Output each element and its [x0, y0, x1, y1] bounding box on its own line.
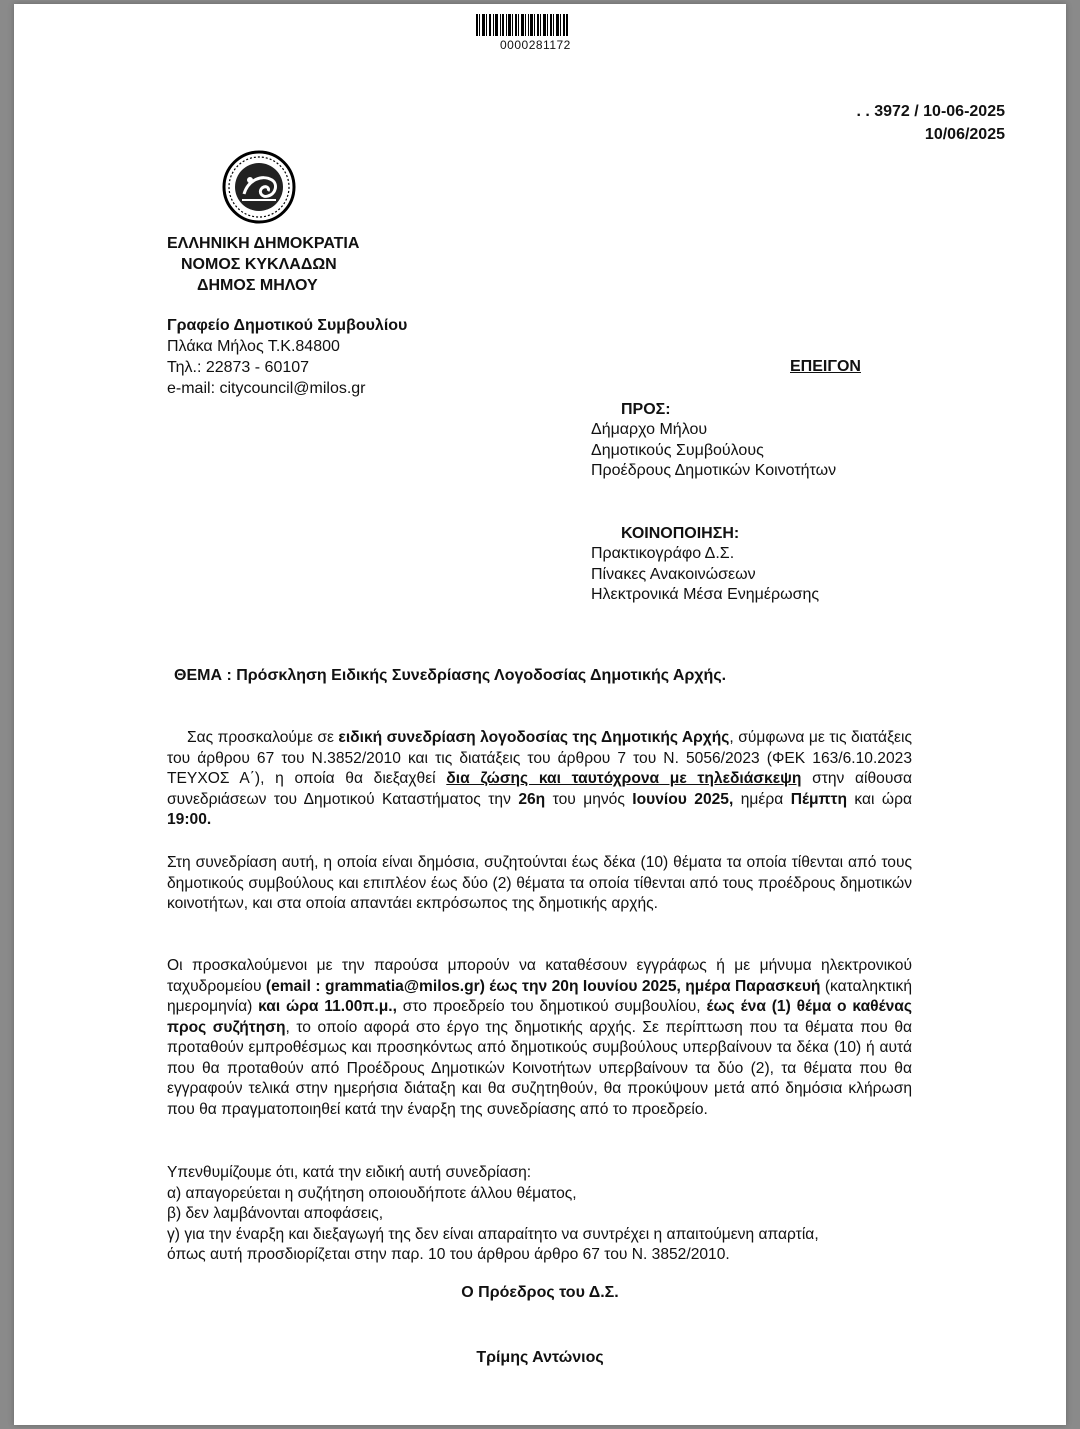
to-item: Δημοτικούς Συμβούλους [591, 441, 764, 459]
text-run: , σύμφωνα με τις διατάξεις του άρθρου 67 του Ν.3852/2010 και τις διατάξεις του άρθρου 7 του Ν. 5056/2023 (ΦΕΚ 163/6.10.2023 ΤΕΥΧΟΣ Α΄), η οποία θα διεξαχθεί [167, 729, 912, 787]
bold-run: και ώρα 11.00π.μ., [258, 998, 397, 1015]
bold-run: 26η [518, 790, 546, 808]
header-country: ΕΛΛΗΝΙΚΗ ΔΗΜΟΚΡΑΤΙΑ [167, 235, 360, 252]
to-list [591, 420, 836, 482]
to-label: ΠΡΟΣ: [621, 401, 671, 418]
bold-run: 19:00. [167, 811, 212, 828]
to-item: Δήμαρχο Μήλου [591, 421, 708, 438]
text-run: του μηνός [545, 790, 633, 808]
bold-run: Πέμπτη [790, 790, 847, 808]
reminder-item: β) δεν λαμβάνονται αποφάσεις, [167, 1205, 384, 1222]
urgent-label: ΕΠΕΙΓΟΝ [790, 358, 861, 375]
text-run: , το οποίο αφορά στο έργο της δημοτικής αρχής. Σε περίπτωση που τα θέματα που θα προταθούν εμπροθέσμως και προσηκόντως από δημοτικούς συμβούλους υπερβαίνουν τα δέκα (10) ή αυτά που θα προταθούν από Προέδρους Δημοτικών Κοινοτήτων υπερβαίνουν τα δύο (2), τα θέματα που θα εγγραφούν τελικά στην ημερήσια διάταξη και θα συζητηθούν, θα προκύψουν μετά από δημόσια κλήρωση που θα πραγματοποιηθεί κατά την έναρξη της συνεδρίασης από το προεδρείο. [167, 1018, 913, 1118]
reminder-item: α) απαγορεύεται η συζήτηση οποιουδήποτε άλλου θέματος, [167, 1184, 577, 1202]
protocol-date: 10/06/2025 [924, 126, 1005, 143]
office-email: e-mail: citycouncil@milos.gr [167, 380, 366, 397]
text-run: Σας προσκαλούμε σε [187, 729, 339, 746]
bold-run: Ιουνίου 2025, [632, 790, 734, 808]
barcode [476, 14, 568, 36]
bold-run: έως ένα (1) θέμα ο καθένας προς συζήτηση [167, 998, 912, 1036]
office-phone: Τηλ.: 22873 - 60107 [167, 359, 310, 376]
text-run: και ώρα [846, 790, 912, 808]
subject-line: ΘΕΜΑ : Πρόσκληση Ειδικής Συνεδρίασης Λογοδοσίας Δημοτικής Αρχής. [174, 667, 727, 684]
signature-name: Τρίμης Αντώνιος [476, 1349, 604, 1366]
protocol-number: . . 3972 / 10-06-2025 [856, 103, 1005, 120]
header-municipality: ΔΗΜΟΣ ΜΗΛΟΥ [197, 277, 318, 294]
reminder-item: γ) για την έναρξη και διεξαγωγή της δεν είναι απαραίτητο να συντρέχει η απαιτούμενη απαρτία, [167, 1225, 819, 1243]
cc-label: ΚΟΙΝΟΠΟΙΗΣΗ: [621, 525, 740, 542]
protocol-block [856, 100, 1005, 146]
bold-run: (email : grammatia@milos.gr) έως την 20η Ιουνίου 2025, ημέρα Παρασκευή [265, 977, 821, 995]
cc-item: Ηλεκτρονικά Μέσα Ενημέρωσης [591, 586, 820, 604]
text-run: στο προεδρείο του δημοτικού συμβουλίου, [396, 998, 707, 1015]
office-address: Πλάκα Μήλος Τ.Κ.84800 [167, 338, 340, 355]
text-run: Οι προσκαλούμενοι με την παρούσα μπορούν να καταθέσουν εγγράφως ή με μήνυμα ηλεκτρονικού ταχυδρομείου [167, 957, 912, 995]
office-name: Γραφείο Δημοτικού Συμβουλίου [167, 317, 408, 334]
document-page [14, 4, 1066, 1425]
header-prefecture: ΝΟΜΟΣ ΚΥΚΛΑΔΩΝ [181, 256, 337, 273]
cc-item: Πρακτικογράφο Δ.Σ. [591, 545, 735, 562]
bold-run: ειδική συνεδρίαση λογοδοσίας της Δημοτικής Αρχής [338, 729, 730, 746]
signature-title: Ο Πρόεδρος του Δ.Σ. [461, 1284, 619, 1301]
cc-item: Πίνακες Ανακοινώσεων [591, 565, 756, 583]
text-run: στην αίθουσα συνεδριάσεων του Δημοτικού Καταστήματος την [167, 770, 912, 808]
reminder-list [167, 1163, 927, 1266]
reminder-item: όπως αυτή προσδιορίζεται στην παρ. 10 του άρθρου άρθρο 67 του Ν. 3852/2010. [167, 1246, 730, 1263]
paragraph-public-session: Στη συνεδρίαση αυτή, η οποία είναι δημόσια, συζητούνται έως δέκα (10) θέματα τα οποία τίθενται από τους δημοτικούς συμβούλους και επιπλέον έως δύο (2) θέματα τα οποία τίθενται από τους προέδρους δημοτικών κοινοτήτων, και στα οποία απαντάει εκπρόσωπος της δημοτικής αρχής. [167, 854, 912, 912]
bold-underline-run: δια ζώσης και ταυτόχρονα με τηλεδιάσκεψη [446, 770, 802, 787]
text-run: (καταληκτική ημερομηνία) [167, 977, 912, 1015]
paragraph-invitation [167, 728, 912, 831]
text-run: ημέρα [733, 790, 791, 808]
cc-list [591, 544, 819, 606]
office-info [167, 315, 407, 399]
municipality-seal-icon [222, 150, 296, 224]
to-item: Προέδρους Δημοτικών Κοινοτήτων [591, 462, 837, 480]
reminder-intro: Υπενθυμίζουμε ότι, κατά την ειδική αυτή συνεδρίαση: [167, 1164, 532, 1181]
paragraph-submission [167, 956, 912, 1120]
barcode-number: 0000281172 [500, 38, 571, 52]
